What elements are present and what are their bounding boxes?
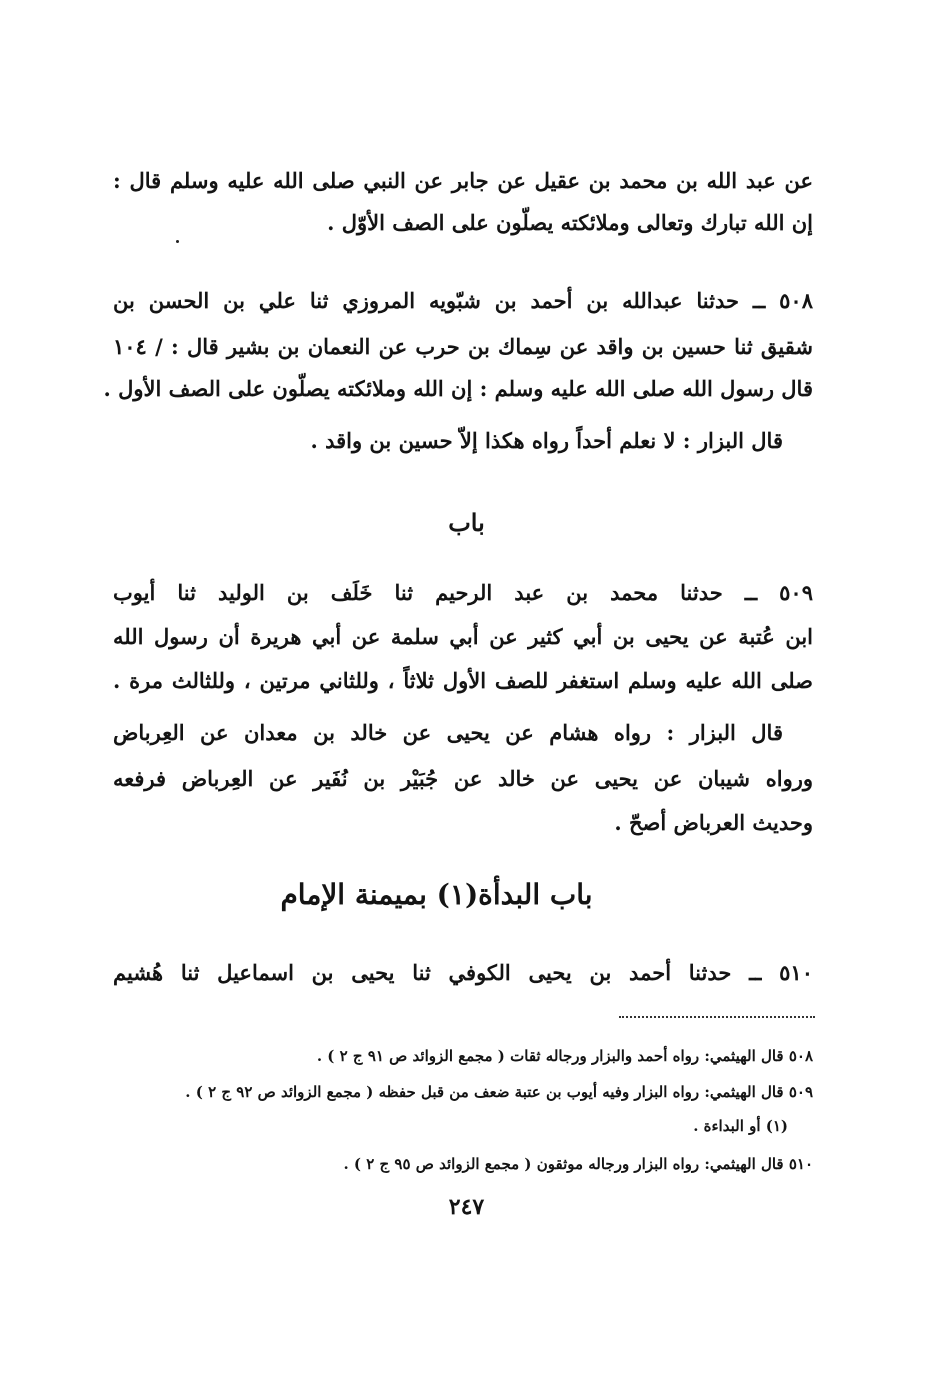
hadith-509-line-2: ابن عُتبة عن يحيى بن أبي كثير عن أبي سلمة عن أبي هريرة أن رسول الله bbox=[113, 624, 813, 649]
heading-bab: باب bbox=[448, 508, 485, 537]
footnote-1: (١) أو البداءة . bbox=[693, 1117, 788, 1135]
hadith-508-line-2: شقيق ثنا حسين بن واقد عن سِماك بن حرب عن النعمان بن بشير قال : / ١٠٤ bbox=[113, 334, 813, 359]
hadith-508-line-1: ٥٠٨ ــ حدثنا عبدالله بن أحمد بن شبّويه المروزي ثنا علي بن الحسن بن bbox=[113, 288, 813, 313]
hadith-509-line-3: صلى الله عليه وسلم استغفر للصف الأول ثلاثاً ، وللثاني مرتين ، وللثالث مرة . bbox=[113, 668, 813, 693]
hadith-509-bazzar-line-3: وحديث العرباض أصحّ . bbox=[614, 810, 813, 835]
hadith-509-bazzar-line-2: ورواه شيبان عن يحيى عن خالد عن جُبَيْر بن نُفَير عن العِرباض فرفعه bbox=[113, 766, 813, 791]
scan-speck bbox=[176, 240, 179, 243]
footnote-divider bbox=[619, 1016, 815, 1018]
paragraph-1-line-2: إن الله تبارك وتعالى وملائكته يصلّون على الصف الأوّل . bbox=[327, 210, 813, 235]
footnote-508: ٥٠٨ قال الهيثمي: رواه أحمد والبزار ورجاله ثقات ( مجمع الزوائد ص ٩١ ج ٢ ) . bbox=[316, 1047, 813, 1065]
hadith-508-bazzar: قال البزار : لا نعلم أحداً رواه هكذا إلاّ حسين بن واقد . bbox=[310, 428, 783, 453]
heading-bab-al-bad-a: باب البدأة(١) بميمنة الإمام bbox=[280, 878, 593, 911]
footnote-510: ٥١٠ قال الهيثمي: رواه البزار ورجاله موثقون ( مجمع الزوائد ص ٩٥ ج ٢ ) . bbox=[343, 1155, 813, 1173]
page-number: ٢٤٧ bbox=[448, 1194, 485, 1220]
paragraph-1-line-1: عن عبد الله بن محمد بن عقيل عن جابر عن النبي صلى الله عليه وسلم قال : bbox=[113, 168, 813, 193]
hadith-509-line-1: ٥٠٩ ــ حدثنا محمد بن عبد الرحيم ثنا خَلَف بن الوليد ثنا أيوب bbox=[113, 580, 813, 605]
hadith-510-line-1: ٥١٠ ــ حدثنا أحمد بن يحيى الكوفي ثنا يحيى بن اسماعيل ثنا هُشيم bbox=[113, 960, 813, 985]
footnote-509: ٥٠٩ قال الهيثمي: رواه البزار وفيه أيوب بن عتبة ضعف من قبل حفظه ( مجمع الزوائد ص ٩٢ ج ٢ ) . bbox=[185, 1083, 813, 1101]
hadith-509-bazzar-line-1: قال البزار : رواه هشام عن يحيى عن خالد بن معدان عن العِرباض bbox=[113, 720, 783, 745]
hadith-508-line-3: قال رسول الله صلى الله عليه وسلم : إن الله وملائكته يصلّون على الصف الأول . bbox=[103, 376, 813, 401]
